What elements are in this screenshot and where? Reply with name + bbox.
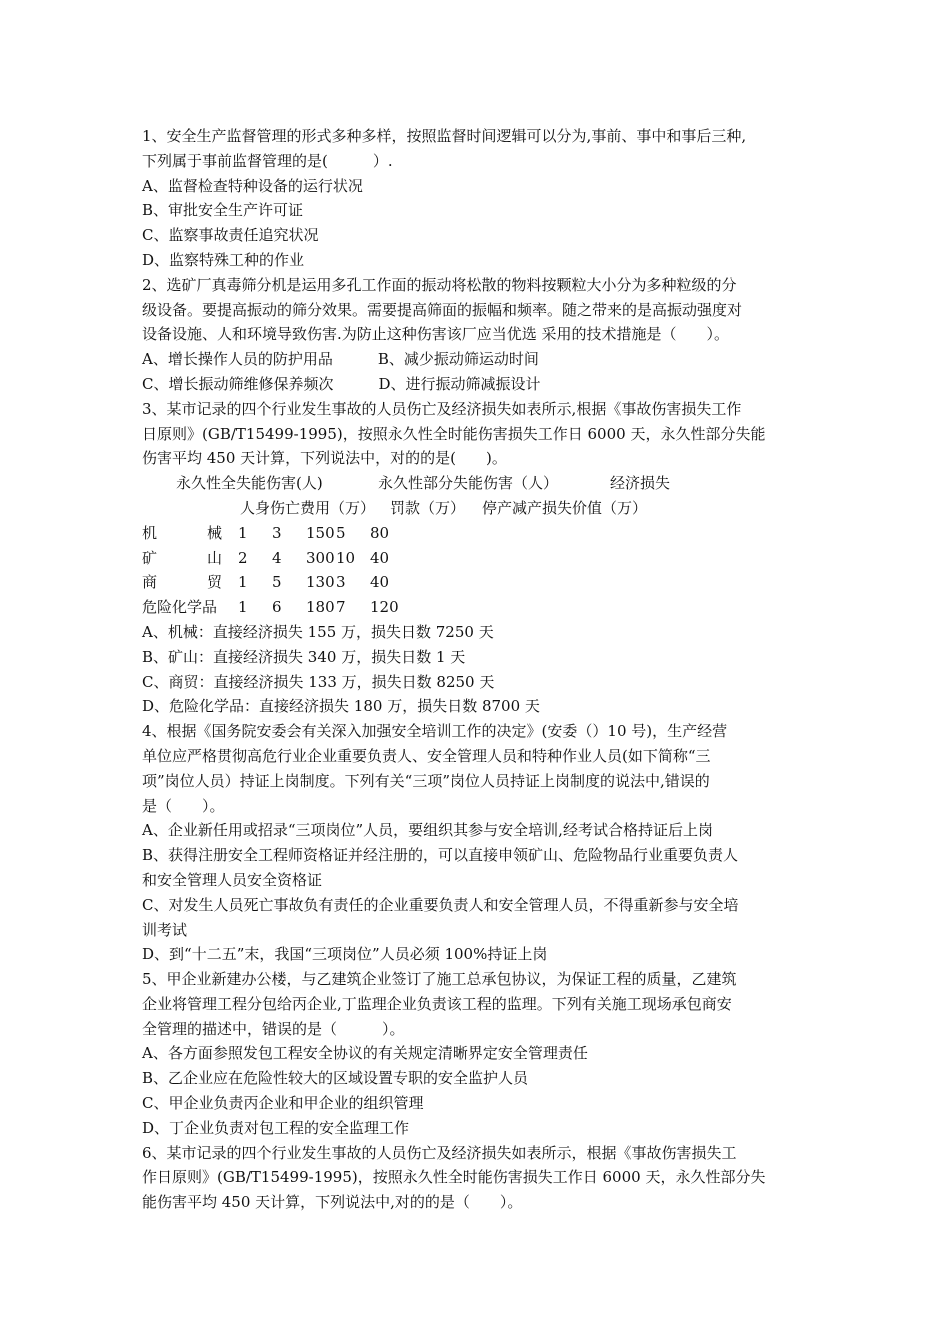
question-6: [142, 1141, 814, 1215]
question-5: [142, 967, 814, 1141]
question-stem-line: 1、安全生产监督管理的形式多种多样，按照监督时间逻辑可以分为,事前、事中和事后三种,: [142, 127, 747, 145]
table-cell: 1: [238, 598, 248, 617]
option-b: B、矿山：直接经济损失 340 万，损失日数 1 天: [142, 647, 466, 666]
question-stem-line: 下列属于事前监督管理的是( ）.: [142, 151, 393, 170]
question-stem-line: 企业将管理工程分包给丙企业,丁监理企业负责该工程的监理。下列有关施工现场承包商安: [142, 994, 732, 1013]
table-cell: 120: [370, 598, 399, 617]
option-pair-ab: A、增长操作人员的防护用品 B、减少振动筛运动时间: [142, 350, 539, 369]
question-1: [142, 124, 814, 273]
question-stem-line: 5、甲企业新建办公楼，与乙建筑企业签订了施工总承包协议，为保证工程的质量，乙建筑: [142, 970, 737, 989]
table-header-row-1: [142, 471, 814, 496]
question-stem-line: 能伤害平均 450 天计算，下列说法中,对的的是（ ）。: [142, 1193, 523, 1212]
table-header-cell: 罚款（万）: [390, 498, 466, 517]
table-cell: 3: [272, 523, 282, 542]
question-stem-line: 3、某市记录的四个行业发生事故的人员伤亡及经济损失如表所示,根据《事故伤害损失工作: [142, 399, 742, 418]
option-c: C、商贸：直接经济损失 133 万，损失日数 8250 天: [142, 672, 495, 691]
question-stem-line: 6、某市记录的四个行业发生事故的人员伤亡及经济损失如表所示，根据《事故伤害损失工: [142, 1143, 737, 1162]
option-c: C、对发生人员死亡事故负有责任的企业重要负责人和安全管理人员，不得重新参与安全培: [142, 895, 739, 914]
table-cell: 2: [238, 548, 248, 567]
question-2: [142, 273, 814, 397]
question-4: [142, 719, 814, 967]
table-row-label: [142, 570, 222, 595]
row-label-char: 矿: [142, 548, 158, 567]
table-cell: 80: [370, 523, 390, 542]
table-cell: 180: [306, 598, 335, 617]
loss-table: [142, 471, 814, 620]
option-c-continued: 训考试: [142, 920, 188, 939]
option-a: A、监督检查特种设备的运行状况: [142, 176, 363, 195]
question-stem-line: 项”岗位人员）持证上岗制度。下列有关“三项”岗位人员持证上岗制度的说法中,错误的: [142, 771, 710, 790]
table-row-label: 危险化学品: [142, 598, 218, 617]
option-b-continued: 和安全管理人员安全资格证: [142, 870, 323, 889]
option-pair-cd: C、增长振动筛维修保养频次 D、进行振动筛减振设计: [142, 374, 541, 393]
table-row-label: [142, 546, 222, 571]
question-stem-line: 单位应严格贯彻高危行业企业重要负责人、安全管理人员和特种作业人员(如下简称“三: [142, 746, 711, 765]
question-stem-line: 4、根据《国务院安委会有关深入加强安全培训工作的决定》(安委（）10 号)，生产经营: [142, 722, 728, 741]
table-row: [142, 570, 814, 595]
question-stem-line: 级设备。要提高振动的筛分效果。需要提高筛面的振幅和频率。随之带来的是高振动强度对: [142, 300, 743, 319]
option-a: A、企业新任用或招录“三项岗位”人员，要组织其参与安全培训,经考试合格持证后上岗: [142, 821, 713, 840]
option-d: D、到“十二五”末，我国“三项岗位”人员必须 100%持证上岗: [142, 945, 548, 964]
table-cell: 1: [238, 523, 248, 542]
table-cell: 10: [336, 548, 356, 567]
table-cell: 40: [370, 548, 390, 567]
table-cell: 1: [238, 573, 248, 592]
question-3: [142, 397, 814, 719]
question-stem-line: 日原则》(GB/T15499-1995)，按照永久性全时能伤害损失工作日 6000 天，永久性部分失能: [142, 424, 766, 443]
table-header-cell: 经济损失: [610, 474, 671, 493]
table-header-cell: 人身伤亡费用（万）: [240, 498, 376, 517]
table-cell: 6: [272, 598, 282, 617]
table-cell: 130: [306, 573, 335, 592]
option-c: C、监察事故责任追究状况: [142, 226, 319, 245]
option-a: A、机械：直接经济损失 155 万，损失日数 7250 天: [142, 622, 494, 641]
document-page: [142, 124, 814, 1215]
table-cell: 4: [272, 548, 282, 567]
table-cell: 40: [370, 573, 390, 592]
table-cell: 5: [336, 523, 346, 542]
table-header-cell: 永久性全失能伤害(人): [176, 474, 323, 493]
option-b: B、乙企业应在危险性较大的区域设置专职的安全监护人员: [142, 1069, 529, 1088]
table-header-cell: 永久性部分失能伤害（人）: [378, 474, 559, 493]
row-label-char: 山: [206, 548, 222, 567]
option-b: B、审批安全生产许可证: [142, 201, 304, 220]
row-label-char: 贸: [206, 573, 222, 592]
question-stem-line: 作日原则》(GB/T15499-1995)，按照永久性全时能伤害损失工作日 6000 天，永久性部分失: [142, 1168, 766, 1187]
row-label-char: 械: [206, 523, 222, 542]
table-cell: 7: [336, 598, 346, 617]
table-row-label: [142, 521, 222, 546]
row-label-char: 商: [142, 573, 158, 592]
table-cell: 150: [306, 523, 335, 542]
table-row: [142, 546, 814, 571]
option-d: D、监察特殊工种的作业: [142, 250, 305, 269]
table-cell: 5: [272, 573, 282, 592]
table-cell: 300: [306, 548, 335, 567]
table-row: [142, 595, 814, 620]
table-row: [142, 521, 814, 546]
question-stem-line: 是（ ）。: [142, 796, 225, 815]
question-stem-line: 2、选矿厂真毒筛分机是运用多孔工作面的振动将松散的物料按颗粒大小分为多种粒级的分: [142, 275, 737, 294]
question-stem-line: 伤害平均 450 天计算，下列说法中，对的的是( )。: [142, 449, 507, 468]
table-header-row-2: [142, 496, 814, 521]
table-header-cell: 停产减产损失价值（万）: [482, 498, 648, 517]
row-label-char: 机: [142, 523, 158, 542]
table-cell: 3: [336, 573, 346, 592]
option-a: A、各方面参照发包工程安全协议的有关规定清晰界定安全管理责任: [142, 1044, 588, 1063]
option-c: C、甲企业负责丙企业和甲企业的组织管理: [142, 1094, 424, 1113]
question-stem-line: 全管理的描述中，错误的是（ ）。: [142, 1019, 405, 1038]
option-d: D、丁企业负责对包工程的安全监理工作: [142, 1118, 410, 1137]
option-b: B、获得注册安全工程师资格证并经注册的，可以直接申领矿山、危险物品行业重要负责人: [142, 846, 739, 865]
question-stem-line: 设备设施、人和环境导致伤害.为防止这种伤害该厂应当优选 采用的技术措施是（ ）。: [142, 325, 730, 344]
option-d: D、危险化学品：直接经济损失 180 万，损失日数 8700 天: [142, 697, 540, 716]
